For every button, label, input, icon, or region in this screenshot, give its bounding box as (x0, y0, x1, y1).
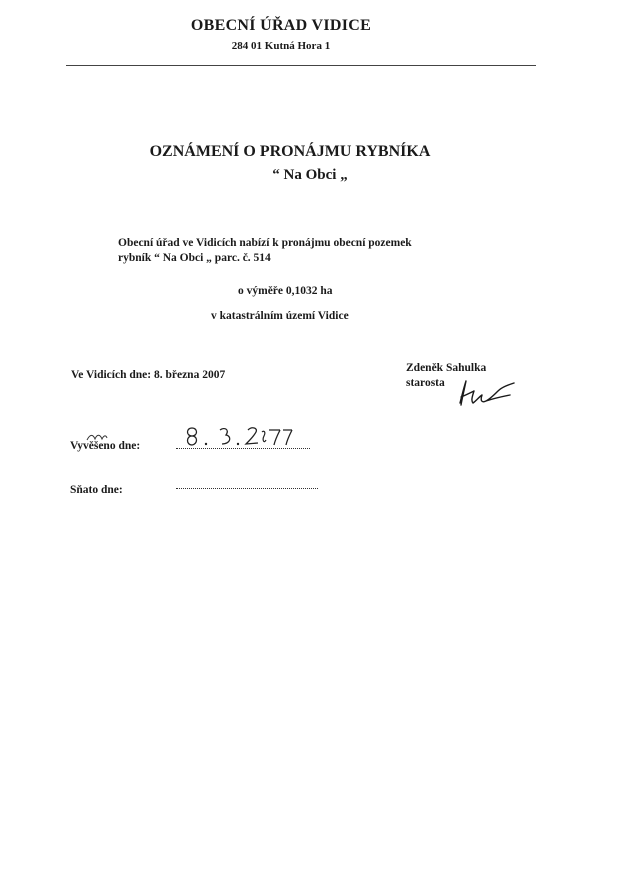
notice-subtitle: “ Na Obci „ (272, 167, 348, 183)
notice-body-line-2: rybník “ Na Obci „ parc. č. 514 (118, 252, 271, 264)
header-divider (66, 65, 536, 66)
office-name: OBECNÍ ÚŘAD VIDICE (190, 17, 372, 34)
notice-title: OZNÁMENÍ O PRONÁJMU RYBNÍKA (149, 143, 431, 160)
office-address: 284 01 Kutná Hora 1 (231, 40, 331, 52)
notice-body-line-1: Obecní úřad ve Vidicích nabízí k pronájmu obecní pozemek (118, 237, 412, 249)
handwritten-signature (452, 375, 522, 411)
removed-date-label: Sňato dne: (70, 484, 123, 496)
issue-date-line: Ve Vidicích dne: 8. března 2007 (71, 369, 226, 381)
scribble-mark (86, 432, 108, 442)
signer-name: Zdeněk Sahulka (406, 362, 487, 374)
area-line: o výměře 0,1032 ha (238, 285, 333, 297)
removed-date-field (176, 488, 318, 489)
cadastral-line: v katastrálním území Vidice (211, 310, 349, 322)
signer-role: starosta (406, 377, 445, 389)
handwritten-posted-date (176, 418, 296, 452)
posted-date-label: Vyvěšeno dne: (70, 440, 141, 452)
